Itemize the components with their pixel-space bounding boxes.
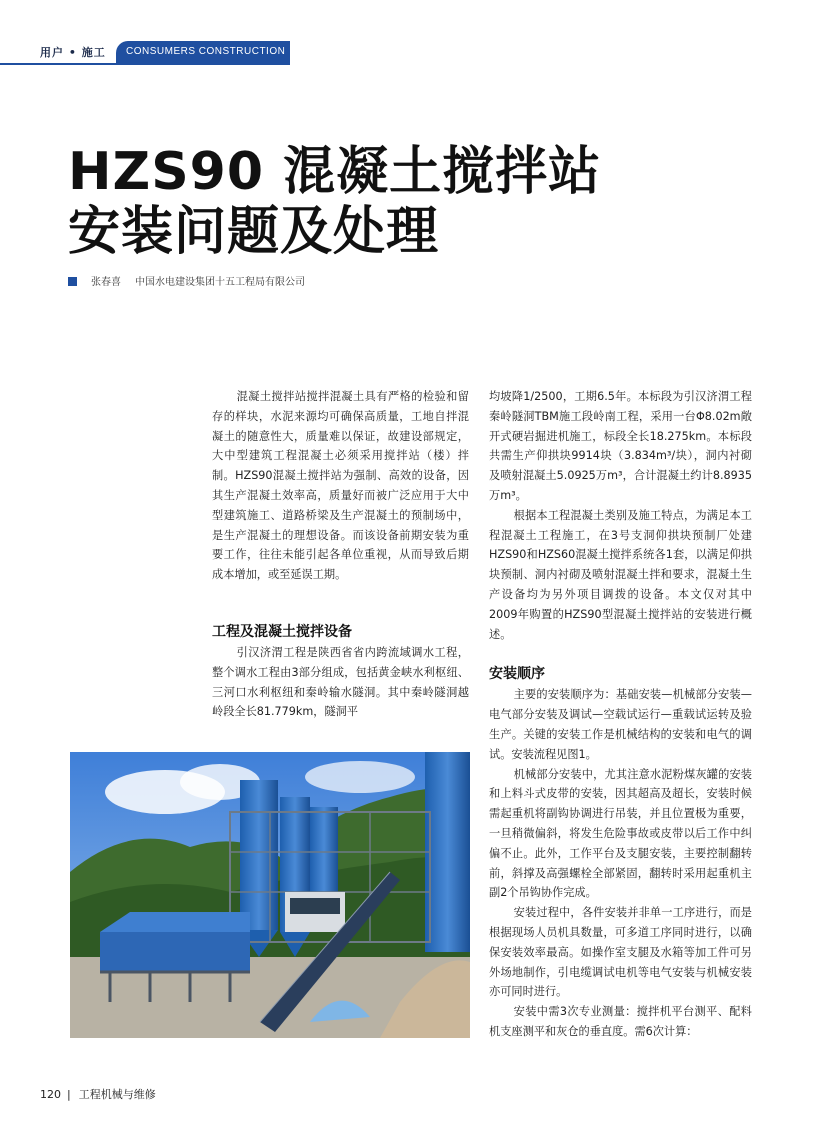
page-footer (40, 1086, 156, 1102)
section-tab-text: CONSUMERS CONSTRUCTION (126, 46, 286, 57)
author-line (68, 273, 305, 288)
page-number: 120 (40, 1088, 61, 1101)
intro-block (212, 387, 469, 585)
footer-separator: | (67, 1088, 71, 1101)
author-name: 张春喜 (91, 277, 121, 288)
section2-paragraph-d: 安装中需3次专业测量：搅拌机平台测平、配料机支座测平和灰仓的垂直度。需6次计算： (489, 1005, 752, 1038)
mixing-plant-photo (70, 752, 470, 1038)
section-label (0, 41, 118, 63)
section2-paragraph-b: 机械部分安装中，尤其注意水泥粉煤灰罐的安装和上料斗式皮带的安装，因其超高及超长，安装时候需起重机将副钩协调进行吊装，并且位置极为重要，一旦稍微偏斜，将发生危险事故或皮带以后工作中纠偏不止。此外，工作平台及支腿安装，主要控制翻转前，斜撑及高强螺栓全部紧固，翻转时采用起重机主副2个吊钩协作完成。 (489, 767, 752, 900)
intro-paragraph: 混凝土搅拌站搅拌混凝土具有严格的检验和留存的样块，水泥来源均可确保高质量，工地自拌混凝土的随意性大，质量难以保证，故建设部规定，大中型建筑工程混凝土必须采用搅拌站（楼）拌制。HZS90混凝土搅拌站为强制、高效的设备，因其生产混凝土效率高，质量好而被广泛应用于大中型建筑施工、道路桥梁及生产混凝土的预制场中，是生产混凝土的理想设备。而该设备前期安装为重要工作，往往未能引起各单位重视，从而导致后期成本增加，或至延误工期。 (212, 390, 469, 582)
section2-heading: 安装顺序 (489, 666, 545, 683)
section1-paragraph-b: 均坡降1/2500，工期6.5年。本标段为引汉济渭工程秦岭隧洞TBM施工段岭南工程，采用一台Φ8.02m敞开式硬岩掘进机施工，标段全长18.275km。本标段共需生产仰拱块9914块（3.834m³/块），洞内衬砌及喷射混凝土5.0925万m³，合计混凝土约计8.8935万m³。 (489, 390, 752, 502)
section1-heading: 工程及混凝土搅拌设备 (212, 624, 352, 640)
article-title (68, 142, 601, 262)
section1-paragraph-a: 引汉济渭工程是陕西省省内跨流域调水工程，整个调水工程由3部分组成，包括黄金峡水利枢纽、三河口水利枢纽和秦岭输水隧洞。其中秦岭隧洞越岭段全长81.779km，隧洞平 (212, 646, 469, 719)
section1-paragraph-c: 根据本工程混凝土类别及施工特点，为满足本工程混凝土工程施工，在3号支洞仰拱块预制厂处建HZS90和HZS60混凝土搅拌系统各1套，以满足仰拱块预制、洞内衬砌及喷射混凝土拌和要求，混凝土生产设备均为另外项目调拨的设备。本文仅对其中2009年购置的HZS90型混凝土搅拌站的安装进行概述。 (489, 508, 752, 641)
section1-left (212, 621, 469, 722)
right-column (489, 387, 752, 1042)
bullet-square-icon (68, 277, 77, 286)
section2-paragraph-c: 安装过程中，各件安装并非单一工序进行，而是根据现场人员机具数量，可多道工序同时进行，以确保安装效率最高。如操作室支腿及水箱等加工件可另外场地制作，引电缆调试电机等电气安装与机械安装亦可同时进行。 (489, 906, 752, 999)
author-affiliation: 中国水电建设集团十五工程局有限公司 (135, 277, 305, 288)
section-label-text: 用户 • 施工 (40, 46, 106, 59)
header-rule (0, 63, 120, 65)
section-tab (116, 41, 290, 65)
journal-name: 工程机械与维修 (78, 1088, 156, 1101)
title-line-1: HZS90 混凝土搅拌站 (68, 142, 602, 202)
title-line-2: 安装问题及处理 (68, 202, 440, 262)
section2-paragraph-a: 主要的安装顺序为：基础安装—机械部分安装—电气部分安装及调试—空载试运行—重载试运转及验生产。关键的安装工作是机械结构的安装和电气的调试。安装流程见图1。 (489, 688, 752, 761)
